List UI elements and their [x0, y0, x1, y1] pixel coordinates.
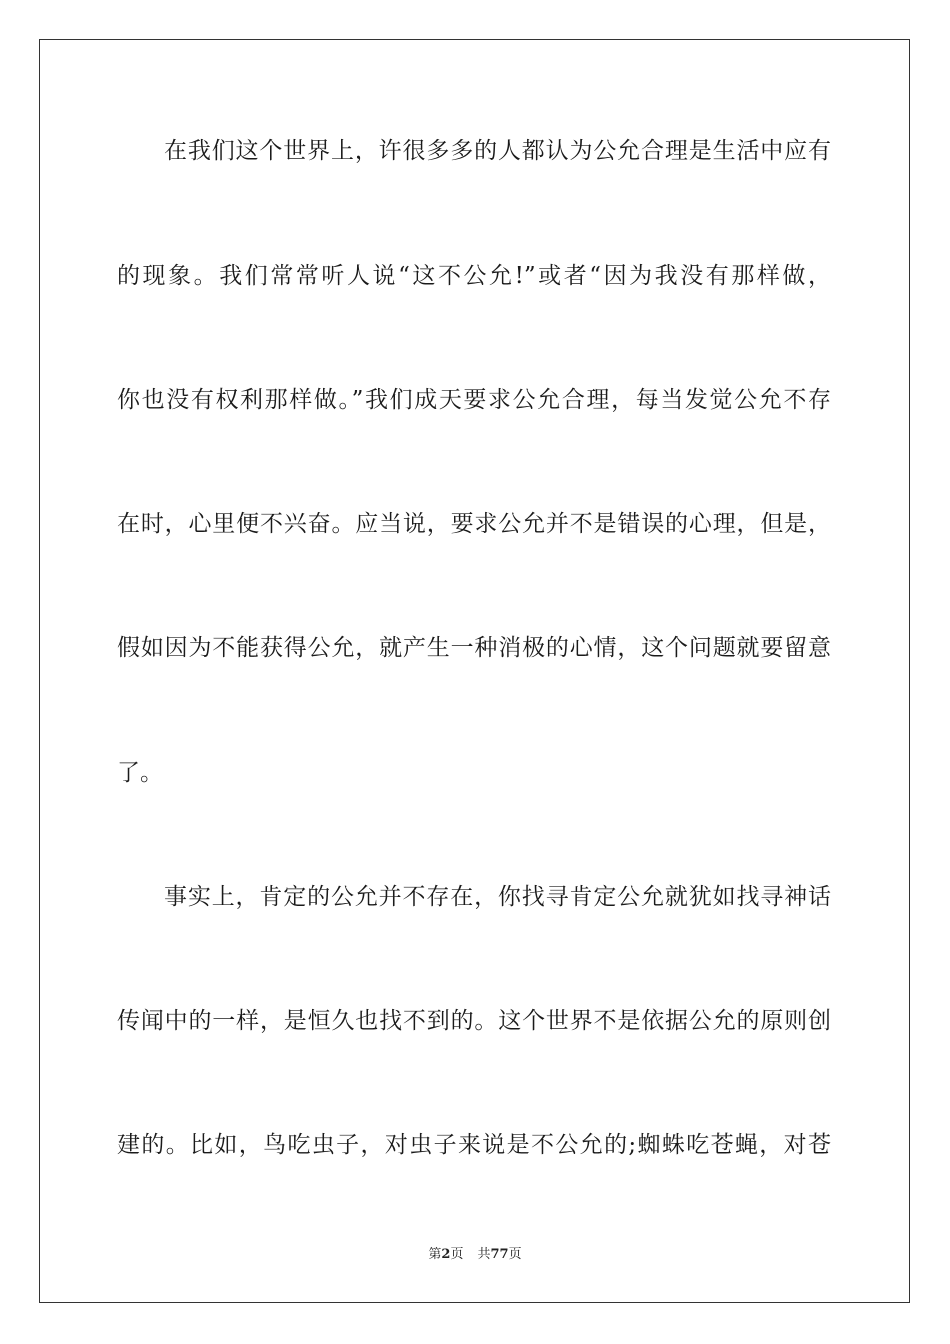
text-line: 在时，心里便不兴奋。应当说，要求公允并不是错误的心理，但是，	[117, 511, 831, 537]
page-footer	[0, 1246, 950, 1264]
text-line: 假如因为不能获得公允，就产生一种消极的心情，这个问题就要留意	[117, 635, 831, 661]
total-pages: 77	[490, 1247, 509, 1262]
text-line: 了。	[117, 760, 163, 786]
text-line: 在我们这个世界上，许很多多的人都认为公允合理是生活中应有	[164, 138, 831, 164]
page-frame	[39, 39, 910, 1303]
page-suffix: 页	[450, 1247, 464, 1262]
text-line: 事实上，肯定的公允并不存在，你找寻肯定公允就犹如找寻神话	[164, 884, 831, 910]
page-number: 2	[441, 1247, 451, 1262]
total-suffix: 页	[508, 1247, 522, 1262]
text-line: 你也没有权利那样做。”我们成天要求公允合理，每当发觉公允不存	[117, 387, 831, 413]
total-prefix: 共	[477, 1247, 491, 1262]
text-line: 的现象。我们常常听人说“这不公允!”或者“因为我没有那样做，	[117, 263, 831, 289]
text-line: 建的。比如，鸟吃虫子，对虫子来说是不公允的;蜘蛛吃苍蝇，对苍	[117, 1132, 831, 1158]
text-line: 传闻中的一样，是恒久也找不到的。这个世界不是依据公允的原则创	[117, 1008, 831, 1034]
page-prefix: 第	[428, 1247, 442, 1262]
